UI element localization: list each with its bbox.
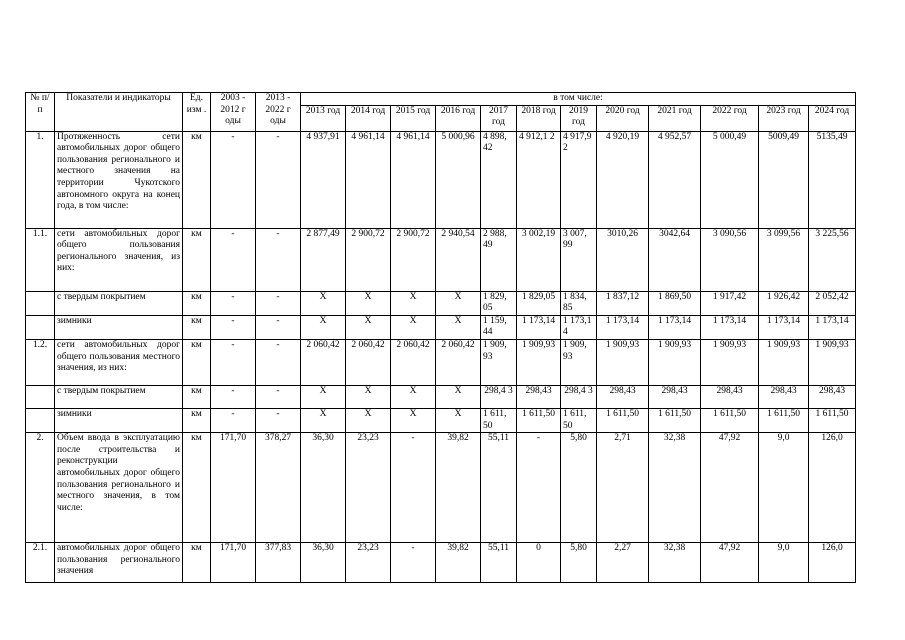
row-value-2003-2012: 171,70 bbox=[211, 543, 256, 583]
row-value-2013-2022: - bbox=[256, 385, 301, 408]
row-value-2003-2012: - bbox=[211, 228, 256, 291]
header-year: 2019 год bbox=[561, 105, 597, 131]
row-year-value: 1 909, 93 bbox=[481, 339, 517, 385]
row-year-value: 4 961,14 bbox=[391, 131, 436, 228]
row-indicator-name: сети автомобильных дорог общего пользования регионального значения, из них: bbox=[55, 228, 183, 291]
row-year-value: 36,30 bbox=[301, 433, 346, 543]
row-year-value: 4 912,1 2 bbox=[517, 131, 561, 228]
row-year-value: X bbox=[436, 315, 481, 339]
header-indicators: Показатели и индикаторы bbox=[55, 93, 183, 132]
row-year-value: 47,92 bbox=[701, 543, 759, 583]
row-year-value: 5,80 bbox=[561, 433, 597, 543]
row-year-value: 2 060,42 bbox=[436, 339, 481, 385]
header-year: 2015 год bbox=[391, 105, 436, 131]
header-num: № п/п bbox=[26, 93, 55, 132]
row-year-value: 1 829, 05 bbox=[481, 291, 517, 315]
row-year-value: 1 611,50 bbox=[597, 408, 649, 432]
row-year-value: 298,4 3 bbox=[481, 385, 517, 408]
row-year-value: 1 829,05 bbox=[517, 291, 561, 315]
row-year-value: X bbox=[346, 408, 391, 432]
row-year-value: 4 917,9 2 bbox=[561, 131, 597, 228]
row-value-2013-2022: - bbox=[256, 339, 301, 385]
row-value-2013-2022: - bbox=[256, 291, 301, 315]
row-year-value: 36,30 bbox=[301, 543, 346, 583]
row-indicator-name: сети автомобильных дорог общего пользования местного значения, из них: bbox=[55, 339, 183, 385]
row-year-value: 9,0 bbox=[759, 433, 809, 543]
row-year-value: 5 000,96 bbox=[436, 131, 481, 228]
row-year-value: X bbox=[301, 315, 346, 339]
row-value-2013-2022: 378,27 bbox=[256, 433, 301, 543]
row-year-value: 1 909, 93 bbox=[561, 339, 597, 385]
header-year: 2017 год bbox=[481, 105, 517, 131]
row-indicator-name: Объем ввода в эксплуатацию после строительства и реконструкции автомобильных дорог общего пользования регионального и местного значения, в том числе: bbox=[55, 433, 183, 543]
row-year-value: 1 869,50 bbox=[649, 291, 701, 315]
row-number bbox=[26, 291, 55, 315]
row-year-value: 2 988, 49 bbox=[481, 228, 517, 291]
row-year-value: 2,27 bbox=[597, 543, 649, 583]
row-year-value: 3 007, 99 bbox=[561, 228, 597, 291]
row-year-value: 1 611,50 bbox=[759, 408, 809, 432]
header-year: 2016 год bbox=[436, 105, 481, 131]
row-number: 2.1. bbox=[26, 543, 55, 583]
row-year-value: 1 173,14 bbox=[597, 315, 649, 339]
table-row bbox=[26, 433, 856, 543]
table-row bbox=[26, 228, 856, 291]
row-year-value: 298,43 bbox=[809, 385, 856, 408]
row-year-value: 1 926,42 bbox=[759, 291, 809, 315]
row-year-value: 55,11 bbox=[481, 433, 517, 543]
row-year-value: 3 099,56 bbox=[759, 228, 809, 291]
row-number: 1.2. bbox=[26, 339, 55, 385]
header-year: 2020 год bbox=[597, 105, 649, 131]
row-indicator-name: автомобильных дорог общего пользования регионального значения bbox=[55, 543, 183, 583]
row-unit: км bbox=[183, 291, 211, 315]
row-year-value: 298,43 bbox=[759, 385, 809, 408]
row-year-value: 0 bbox=[517, 543, 561, 583]
row-indicator-name: с твердым покрытием bbox=[55, 291, 183, 315]
row-year-value: 1 909,93 bbox=[759, 339, 809, 385]
row-year-value: 2 900,72 bbox=[346, 228, 391, 291]
row-year-value: 126,0 bbox=[809, 433, 856, 543]
row-year-value: 3042,64 bbox=[649, 228, 701, 291]
table-row bbox=[26, 339, 856, 385]
header-year: 2023 год bbox=[759, 105, 809, 131]
row-year-value: - bbox=[391, 433, 436, 543]
row-indicator-name: Протяженность сети автомобильных дорог общего пользования регионального и местного значения на территории Чукотского автономного округа на конец года, в том числе: bbox=[55, 131, 183, 228]
row-year-value: 1 834, 85 bbox=[561, 291, 597, 315]
row-year-value: X bbox=[391, 291, 436, 315]
row-year-value: 47,92 bbox=[701, 433, 759, 543]
table-row bbox=[26, 408, 856, 432]
row-year-value: X bbox=[346, 315, 391, 339]
row-year-value: X bbox=[436, 385, 481, 408]
row-unit: км bbox=[183, 433, 211, 543]
row-value-2013-2022: - bbox=[256, 315, 301, 339]
row-year-value: 1 909,93 bbox=[517, 339, 561, 385]
row-year-value: 3 225,56 bbox=[809, 228, 856, 291]
header-year: 2021 год bbox=[649, 105, 701, 131]
row-year-value: 1 909,93 bbox=[597, 339, 649, 385]
row-unit: км bbox=[183, 385, 211, 408]
row-value-2003-2012: - bbox=[211, 131, 256, 228]
row-unit: км bbox=[183, 228, 211, 291]
row-year-value: 4 920,19 bbox=[597, 131, 649, 228]
row-year-value: X bbox=[436, 291, 481, 315]
row-year-value: 1 909,93 bbox=[701, 339, 759, 385]
row-value-2003-2012: - bbox=[211, 339, 256, 385]
row-year-value: 1 173,14 bbox=[759, 315, 809, 339]
row-year-value: 1 173,14 bbox=[701, 315, 759, 339]
row-year-value: - bbox=[517, 433, 561, 543]
row-year-value: 1 837,12 bbox=[597, 291, 649, 315]
row-year-value: 39,82 bbox=[436, 543, 481, 583]
row-unit: км bbox=[183, 408, 211, 432]
table-row bbox=[26, 291, 856, 315]
row-unit: км bbox=[183, 315, 211, 339]
row-year-value: 2 060,42 bbox=[301, 339, 346, 385]
row-year-value: X bbox=[346, 291, 391, 315]
row-year-value: 2 060,42 bbox=[391, 339, 436, 385]
row-year-value: 1 159, 44 bbox=[481, 315, 517, 339]
header-period-2003-2012: 2003 - 2012 г оды bbox=[211, 93, 256, 132]
row-year-value: 23,23 bbox=[346, 543, 391, 583]
table-row bbox=[26, 543, 856, 583]
row-year-value: 3010,26 bbox=[597, 228, 649, 291]
row-year-value: 32,38 bbox=[649, 433, 701, 543]
row-year-value: 3 090,56 bbox=[701, 228, 759, 291]
row-year-value: 2 060,42 bbox=[346, 339, 391, 385]
row-year-value: X bbox=[436, 408, 481, 432]
row-number: 1.1. bbox=[26, 228, 55, 291]
row-unit: км bbox=[183, 543, 211, 583]
row-value-2013-2022: - bbox=[256, 228, 301, 291]
row-unit: км bbox=[183, 339, 211, 385]
row-year-value: X bbox=[301, 291, 346, 315]
row-year-value: 55,11 bbox=[481, 543, 517, 583]
row-value-2003-2012: - bbox=[211, 408, 256, 432]
row-value-2003-2012: - bbox=[211, 315, 256, 339]
row-year-value: X bbox=[346, 385, 391, 408]
row-year-value: 298,43 bbox=[649, 385, 701, 408]
row-value-2003-2012: - bbox=[211, 291, 256, 315]
row-year-value: 1 611, 50 bbox=[561, 408, 597, 432]
table-body bbox=[26, 93, 856, 583]
row-year-value: 39,82 bbox=[436, 433, 481, 543]
row-year-value: 32,38 bbox=[649, 543, 701, 583]
row-year-value: 298,43 bbox=[597, 385, 649, 408]
table-row bbox=[26, 385, 856, 408]
row-year-value: 1 173,14 bbox=[649, 315, 701, 339]
row-number bbox=[26, 408, 55, 432]
table-row bbox=[26, 315, 856, 339]
row-year-value: X bbox=[301, 408, 346, 432]
row-year-value: 5 000,49 bbox=[701, 131, 759, 228]
row-year-value: 1 909,93 bbox=[649, 339, 701, 385]
row-indicator-name: зимники bbox=[55, 408, 183, 432]
row-value-2013-2022: 377,83 bbox=[256, 543, 301, 583]
row-value-2013-2022: - bbox=[256, 131, 301, 228]
row-year-value: 1 173,14 bbox=[517, 315, 561, 339]
row-year-value: 1 611,50 bbox=[517, 408, 561, 432]
header-year: 2018 год bbox=[517, 105, 561, 131]
row-year-value: 4 952,57 bbox=[649, 131, 701, 228]
header-year: 2013 год bbox=[301, 105, 346, 131]
row-year-value: 2 052,42 bbox=[809, 291, 856, 315]
row-year-value: 4 961,14 bbox=[346, 131, 391, 228]
row-year-value: 1 611,50 bbox=[649, 408, 701, 432]
row-year-value: 1 909,93 bbox=[809, 339, 856, 385]
row-year-value: 5009,49 bbox=[759, 131, 809, 228]
row-year-value: 1 611, 50 bbox=[481, 408, 517, 432]
row-year-value: 4 937,91 bbox=[301, 131, 346, 228]
row-number bbox=[26, 385, 55, 408]
row-year-value: 1 611,50 bbox=[701, 408, 759, 432]
row-year-value: 1 917,42 bbox=[701, 291, 759, 315]
row-year-value: 1 611,50 bbox=[809, 408, 856, 432]
row-value-2003-2012: - bbox=[211, 385, 256, 408]
header-year: 2014 год bbox=[346, 105, 391, 131]
row-year-value: 298,4 3 bbox=[561, 385, 597, 408]
row-year-value: 9,0 bbox=[759, 543, 809, 583]
row-year-value: 2 877,49 bbox=[301, 228, 346, 291]
row-year-value: 2 940,54 bbox=[436, 228, 481, 291]
row-year-value: - bbox=[391, 543, 436, 583]
row-number: 1. bbox=[26, 131, 55, 228]
row-year-value: 1 173,1 4 bbox=[561, 315, 597, 339]
row-value-2013-2022: - bbox=[256, 408, 301, 432]
header-year: 2024 год bbox=[809, 105, 856, 131]
row-year-value: 298,43 bbox=[517, 385, 561, 408]
row-value-2003-2012: 171,70 bbox=[211, 433, 256, 543]
row-year-value: X bbox=[301, 385, 346, 408]
row-year-value: X bbox=[391, 408, 436, 432]
row-year-value: 5135,49 bbox=[809, 131, 856, 228]
header-year: 2022 год bbox=[701, 105, 759, 131]
row-year-value: 2,71 bbox=[597, 433, 649, 543]
row-year-value: 2 900,72 bbox=[391, 228, 436, 291]
row-year-value: 3 002,19 bbox=[517, 228, 561, 291]
row-year-value: 5,80 bbox=[561, 543, 597, 583]
row-year-value: 298,43 bbox=[701, 385, 759, 408]
row-year-value: 126,0 bbox=[809, 543, 856, 583]
row-number bbox=[26, 315, 55, 339]
header-period-2013-2022: 2013 - 2022 г оды bbox=[256, 93, 301, 132]
row-year-value: 1 173,14 bbox=[809, 315, 856, 339]
row-year-value: X bbox=[391, 385, 436, 408]
table-row bbox=[26, 131, 856, 228]
row-indicator-name: зимники bbox=[55, 315, 183, 339]
row-number: 2. bbox=[26, 433, 55, 543]
row-year-value: X bbox=[391, 315, 436, 339]
row-indicator-name: с твердым покрытием bbox=[55, 385, 183, 408]
indicators-table bbox=[25, 92, 856, 583]
row-unit: км bbox=[183, 131, 211, 228]
header-including: в том числе: bbox=[301, 93, 856, 106]
row-year-value: 4 898, 42 bbox=[481, 131, 517, 228]
row-year-value: 23,23 bbox=[346, 433, 391, 543]
header-unit: Ед. изм . bbox=[183, 93, 211, 132]
